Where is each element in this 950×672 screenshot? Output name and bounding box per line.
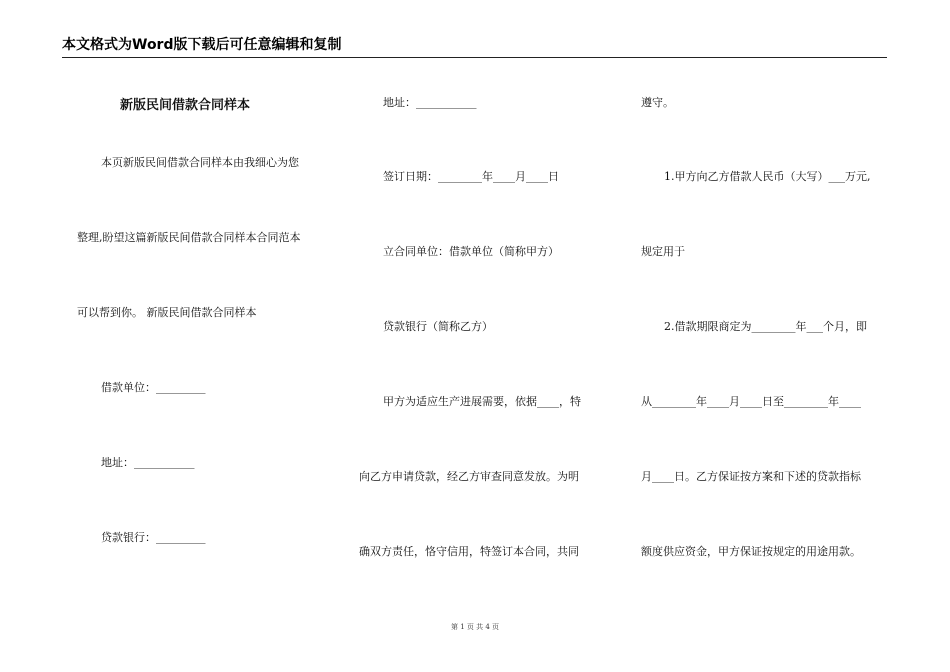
right-line-7: 额度供应资金，甲方保证按规定的用途用款。 bbox=[641, 545, 861, 558]
right-line-1: 遵守。 bbox=[641, 96, 674, 109]
left-line-2: 整理,盼望这篇新版民间借款合同样本合同范本 bbox=[77, 231, 301, 244]
middle-line-7: 确双方责任，恪守信用，特签订本合同，共同 bbox=[359, 545, 579, 558]
right-line-3: 规定用于 bbox=[641, 245, 685, 258]
page-header bbox=[62, 34, 887, 58]
document-title: 新版民间借款合同样本 bbox=[120, 98, 251, 113]
middle-line-2: 签订日期：________年____月____日 bbox=[383, 170, 559, 183]
header-text: 本文格式为Word版下载后可任意编辑和复制 bbox=[62, 37, 342, 53]
middle-line-6: 向乙方申请贷款，经乙方审查同意发放。为明 bbox=[359, 470, 579, 483]
right-line-4: 2.借款期限商定为________年___个月，即 bbox=[664, 320, 867, 333]
right-line-6: 月____日。乙方保证按方案和下述的贷款指标 bbox=[641, 470, 861, 483]
left-line-3: 可以帮到你。 新版民间借款合同样本 bbox=[77, 306, 257, 319]
middle-line-3: 立合同单位：借款单位（简称甲方） bbox=[383, 245, 559, 258]
left-line-4: 借款单位：_________ bbox=[101, 381, 206, 394]
page-number-footer: 第 1 页 共 4 页 bbox=[450, 623, 500, 631]
left-line-1: 本页新版民间借款合同样本由我细心为您 bbox=[101, 156, 299, 169]
middle-line-1: 地址：___________ bbox=[383, 96, 477, 109]
middle-line-4: 贷款银行（简称乙方） bbox=[383, 320, 493, 333]
right-line-2: 1.甲方向乙方借款人民币（大写）___万元, bbox=[664, 170, 871, 183]
left-line-6: 贷款银行：_________ bbox=[101, 531, 206, 544]
left-line-5: 地址：___________ bbox=[101, 456, 195, 469]
right-line-5: 从________年____月____日至________年____ bbox=[641, 395, 861, 408]
middle-line-5: 甲方为适应生产进展需要，依据____，特 bbox=[383, 395, 581, 408]
